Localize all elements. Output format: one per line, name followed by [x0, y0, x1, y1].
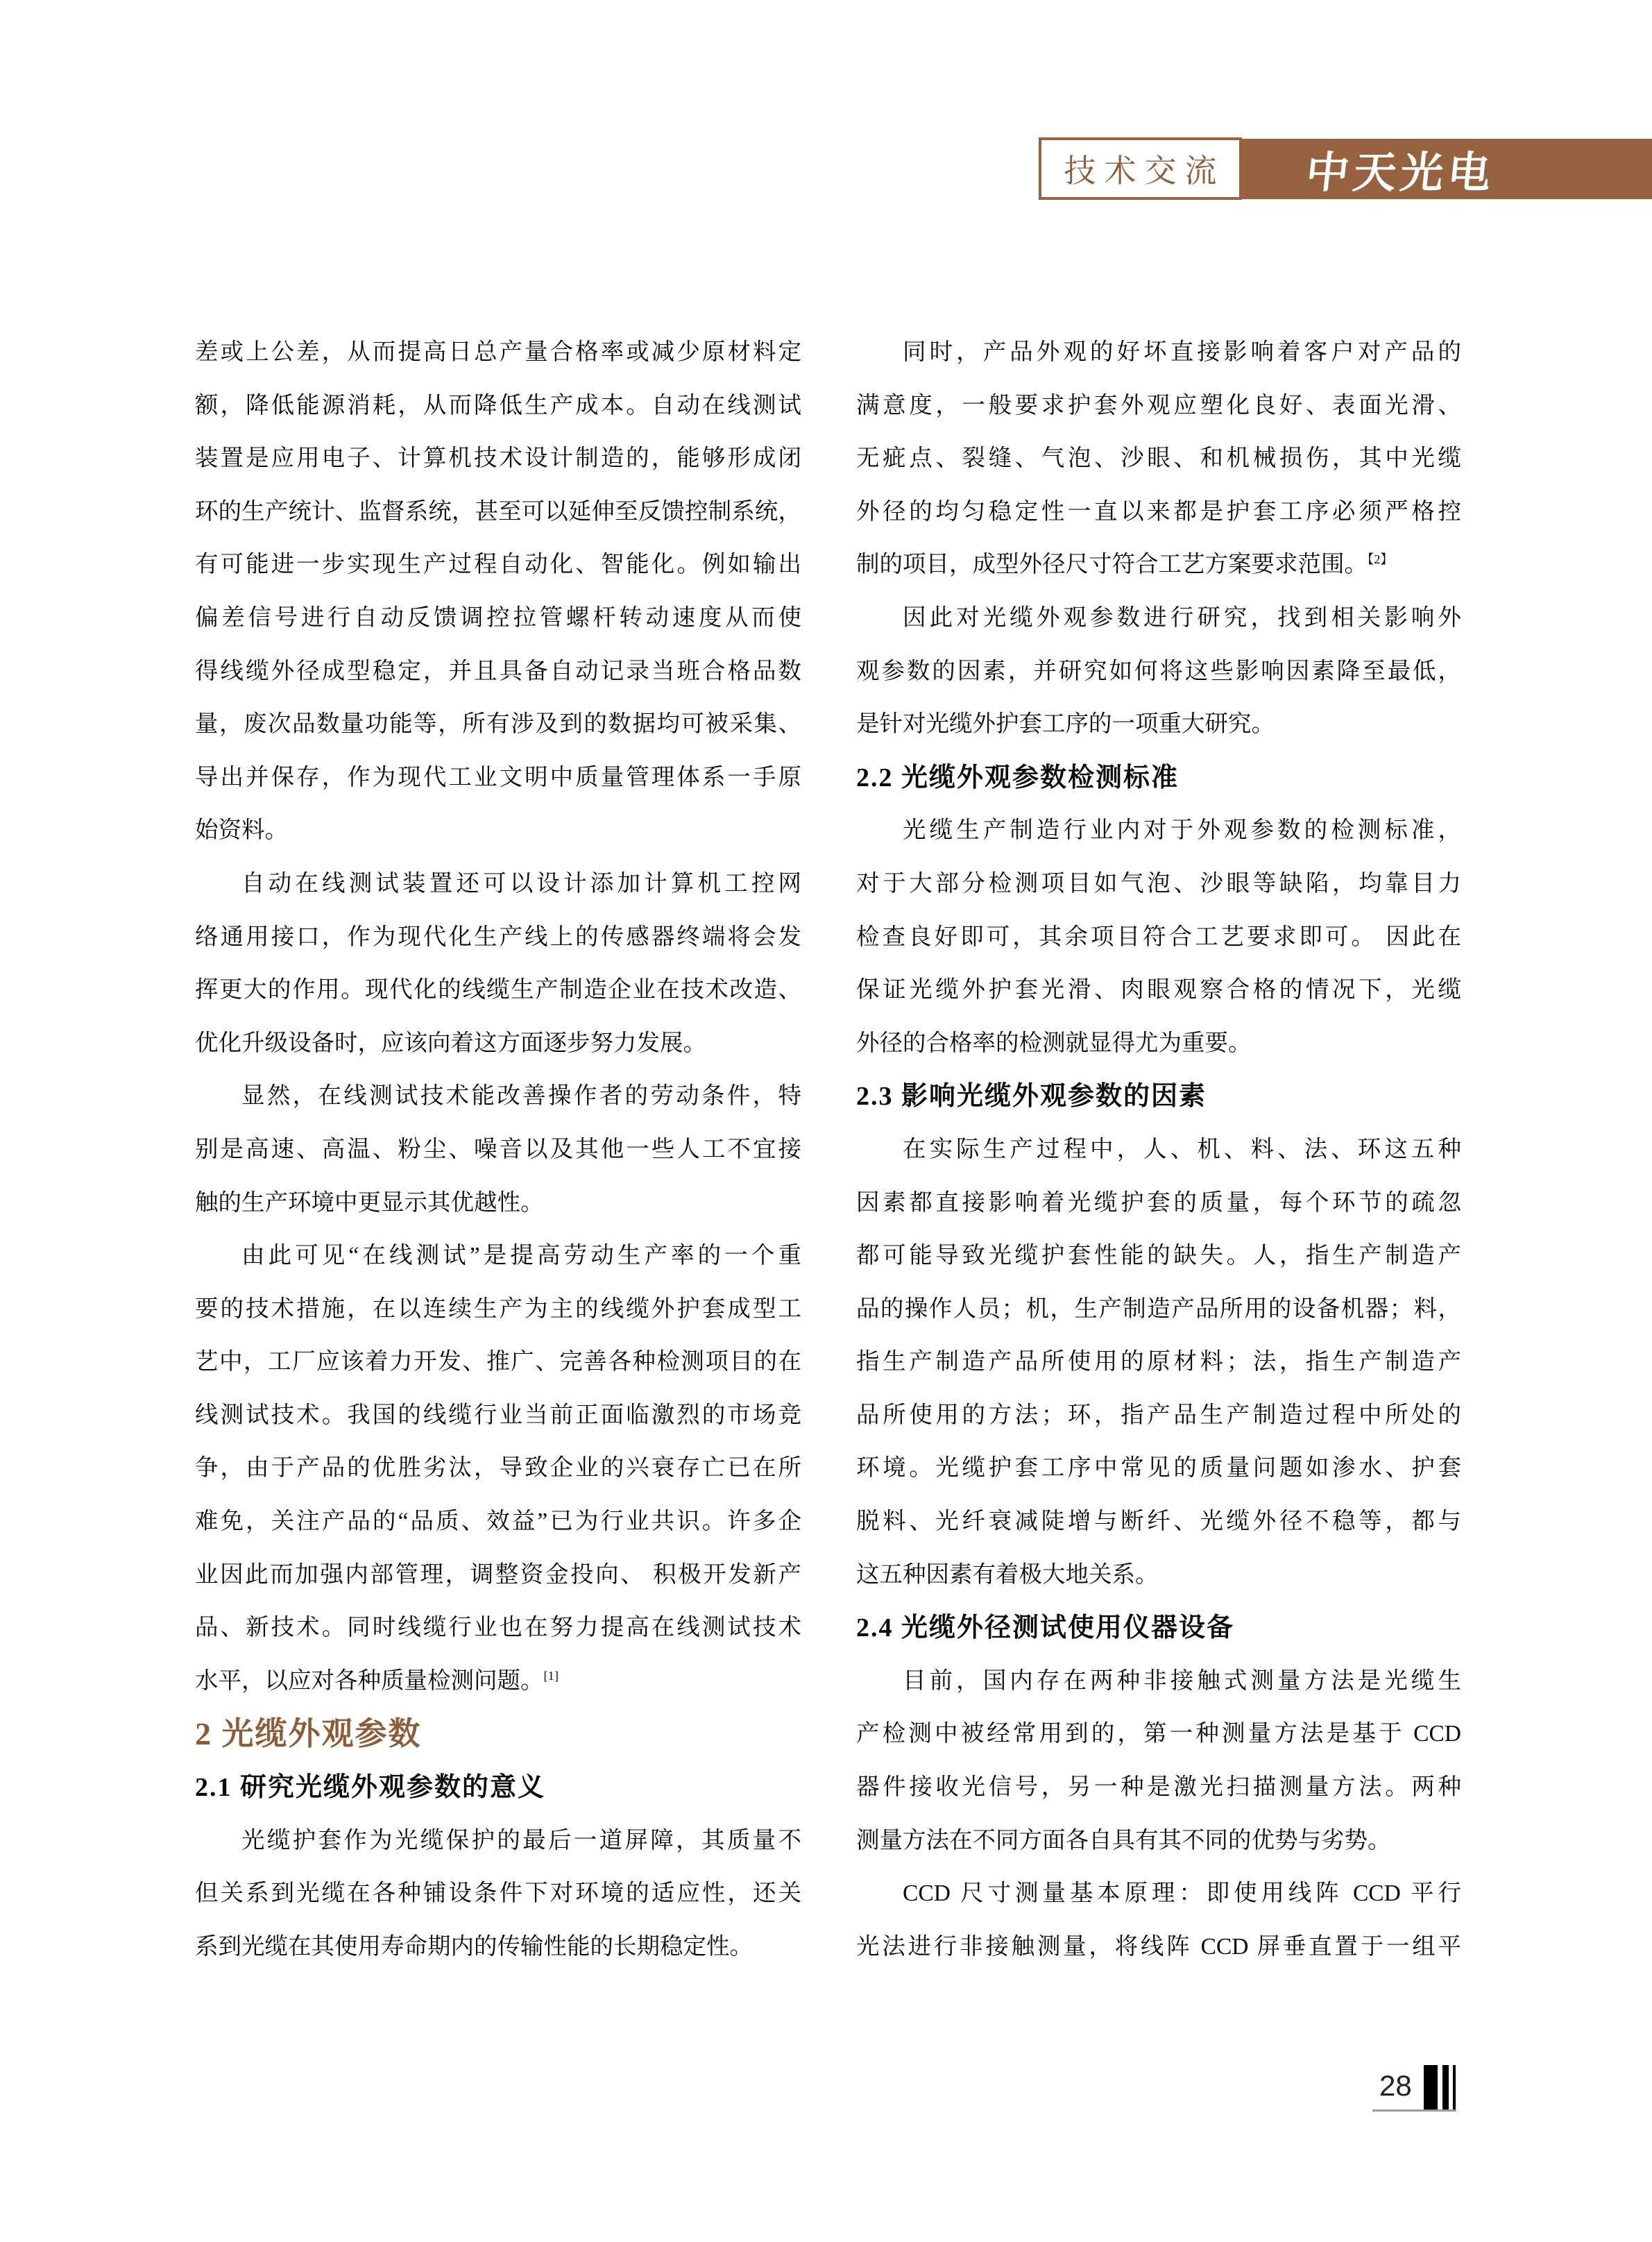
section-heading: 2.2 光缆外观参数检测标准	[856, 763, 1180, 792]
text-line: 光缆生产制造行业内对于外观参数的检测标准，	[903, 817, 1461, 844]
text-line: 光法进行非接触测量，将线阵 CCD 屏垂直置于一组平	[856, 1933, 1461, 1960]
text-line: 艺中，工厂应该着力开发、推广、完善各种检测项目的在	[195, 1349, 801, 1375]
header-section-tag-label: 技术交流	[1064, 153, 1225, 189]
text-line: 制的项目，成型外径尺寸符合工艺方案要求范围。$^{【2】}$	[856, 552, 1393, 578]
text-line: 脱料、光纤衰减陡增与断纤、光缆外径不稳等，都与	[856, 1509, 1461, 1535]
text-line: 自动在线测试装置还可以设计添加计算机工控网	[241, 870, 801, 897]
page-number: 28	[1379, 2069, 1412, 2102]
text-line: 目前，国内存在两种非接触式测量方法是光缆生	[903, 1667, 1461, 1694]
text-line: 对于大部分检测项目如气泡、沙眼等缺陷，均靠目力	[856, 870, 1461, 897]
text-line: 优化升级设备时，应该向着这方面逐步努力发展。	[195, 1030, 706, 1056]
text-line: 品、新技术。同时线缆行业也在努力提高在线测试技术	[195, 1615, 801, 1641]
text-line: 检查良好即可，其余项目符合工艺要求即可。 因此在	[856, 924, 1461, 950]
text-line: 业因此而加强内部管理，调整资金投向、 积极开发新产	[195, 1561, 801, 1588]
text-line: 要的技术措施，在以连续生产为主的线缆外护套成型工	[195, 1296, 801, 1322]
left-text-column	[195, 326, 801, 1973]
text-line: 装置是应用电子、计算机技术设计制造的，能够形成闭	[195, 445, 801, 472]
header-brand-bar	[1241, 139, 1652, 199]
brand-logo: 中天光电	[1303, 150, 1497, 197]
citation-superscript: [1]	[543, 1668, 559, 1683]
text-line: 由此可见“在线测试”是提高劳动生产率的一个重	[241, 1243, 801, 1269]
text-line: 量，废次品数量功能等，所有涉及到的数据均可被采集、	[195, 711, 801, 738]
text-line: 显然，在线测试技术能改善操作者的劳动条件，特	[241, 1083, 801, 1110]
text-line: 额，降低能源消耗，从而降低生产成本。自动在线测试	[195, 392, 801, 418]
text-line: 环境。光缆护套工序中常见的质量问题如渗水、护套	[856, 1455, 1461, 1481]
text-line: 同时，产品外观的好坏直接影响着客户对产品的	[903, 339, 1461, 365]
text-line: 别是高速、高温、粉尘、噪音以及其他一些人工不宜接	[195, 1136, 801, 1162]
section-heading: 2.4 光缆外径测试使用仪器设备	[856, 1613, 1235, 1643]
text-line: 外径的合格率的检测就显得尤为重要。	[856, 1030, 1252, 1056]
text-line: 在实际生产过程中，人、机、料、法、环这五种	[903, 1136, 1461, 1162]
header-section-tag	[1039, 137, 1242, 200]
text-line: 环的生产统计、监督系统，甚至可以延伸至反馈控制系统，	[195, 498, 801, 525]
text-line: 品所使用的方法；环，指产品生产制造过程中所处的	[856, 1402, 1461, 1428]
text-line: 争，由于产品的优胜劣汰，导致企业的兴衰存亡已在所	[195, 1455, 801, 1481]
text-line: 因此对光缆外观参数进行研究，找到相关影响外	[903, 604, 1461, 631]
text-line: 光缆护套作为光缆保护的最后一道屏障，其质量不	[241, 1827, 801, 1853]
text-line: 这五种因素有着极大地关系。	[856, 1561, 1159, 1588]
text-line: 系到光缆在其使用寿命期内的传输性能的长期稳定性。	[195, 1933, 753, 1960]
text-line: 外径的均匀稳定性一直以来都是护套工序必须严格控	[856, 498, 1461, 525]
text-line: 有可能进一步实现生产过程自动化、智能化。例如输出	[195, 552, 801, 578]
text-line: 满意度，一般要求护套外观应塑化良好、表面光滑、	[856, 392, 1461, 418]
footer-bar-thick	[1424, 2065, 1438, 2109]
text-line: 指生产制造产品所使用的原材料；法，指生产制造产	[856, 1349, 1461, 1375]
footer-bar-thin	[1453, 2065, 1456, 2109]
footer-underline	[1372, 2109, 1456, 2112]
footer-bar-medium	[1442, 2065, 1449, 2109]
text-line: 因素都直接影响着光缆护套的质量，每个环节的疏忽	[856, 1189, 1461, 1216]
text-line: 难免，关注产品的“品质、效益”已为行业共识。许多企	[195, 1509, 801, 1535]
citation-superscript: 【2】	[1368, 552, 1393, 567]
section-heading: 2.3 影响光缆外观参数的因素	[856, 1082, 1207, 1112]
text-line: 偏差信号进行自动反馈调控拉管螺杆转动速度从而使	[195, 604, 801, 631]
text-line: 品的操作人员；机，生产制造产品所用的设备机器；料，	[856, 1296, 1461, 1322]
text-line: 得线缆外径成型稳定，并且具备自动记录当班合格品数	[195, 658, 801, 684]
text-line: 络通用接口，作为现代化生产线上的传感器终端将会发	[195, 924, 801, 950]
text-line: 差或上公差，从而提高日总产量合格率或减少原材料定	[195, 339, 801, 365]
text-line: CCD 尺寸测量基本原理：即使用线阵 CCD 平行	[903, 1880, 1461, 1907]
text-line: 挥更大的作用。现代化的线缆生产制造企业在技术改造、	[195, 977, 801, 1003]
text-line: 保证光缆外护套光滑、肉眼观察合格的情况下，光缆	[856, 977, 1461, 1003]
text-line: 都可能导致光缆护套性能的缺失。人，指生产制造产	[856, 1243, 1461, 1269]
text-line: 观参数的因素，并研究如何将这些影响因素降至最低，	[856, 658, 1461, 684]
text-line: 产检测中被经常用到的，第一种测量方法是基于 CCD	[856, 1721, 1461, 1747]
text-line: 测量方法在不同方面各自具有其不同的优势与劣势。	[856, 1827, 1391, 1853]
section-heading: 2.1 研究光缆外观参数的意义	[195, 1773, 546, 1803]
text-line: 触的生产环境中更显示其优越性。	[195, 1189, 544, 1216]
text-line: 器件接收光信号，另一种是激光扫描测量方法。两种	[856, 1774, 1461, 1801]
text-line: 线测试技术。我国的线缆行业当前正面临激烈的市场竞	[195, 1402, 801, 1428]
text-line: 但关系到光缆在各种铺设条件下对环境的适应性，还关	[195, 1880, 801, 1907]
text-line: 导出并保存，作为现代工业文明中质量管理体系一手原	[195, 764, 801, 790]
text-line: 始资料。	[195, 817, 288, 844]
section-heading: 2 光缆外观参数	[195, 1716, 422, 1752]
text-line: 是针对光缆外护套工序的一项重大研究。	[856, 711, 1275, 738]
text-line: 水平，以应对各种质量检测问题。[1]	[195, 1667, 559, 1694]
right-text-column	[856, 326, 1461, 1973]
text-line: 无疵点、裂缝、气泡、沙眼、和机械损伤，其中光缆	[856, 445, 1461, 472]
